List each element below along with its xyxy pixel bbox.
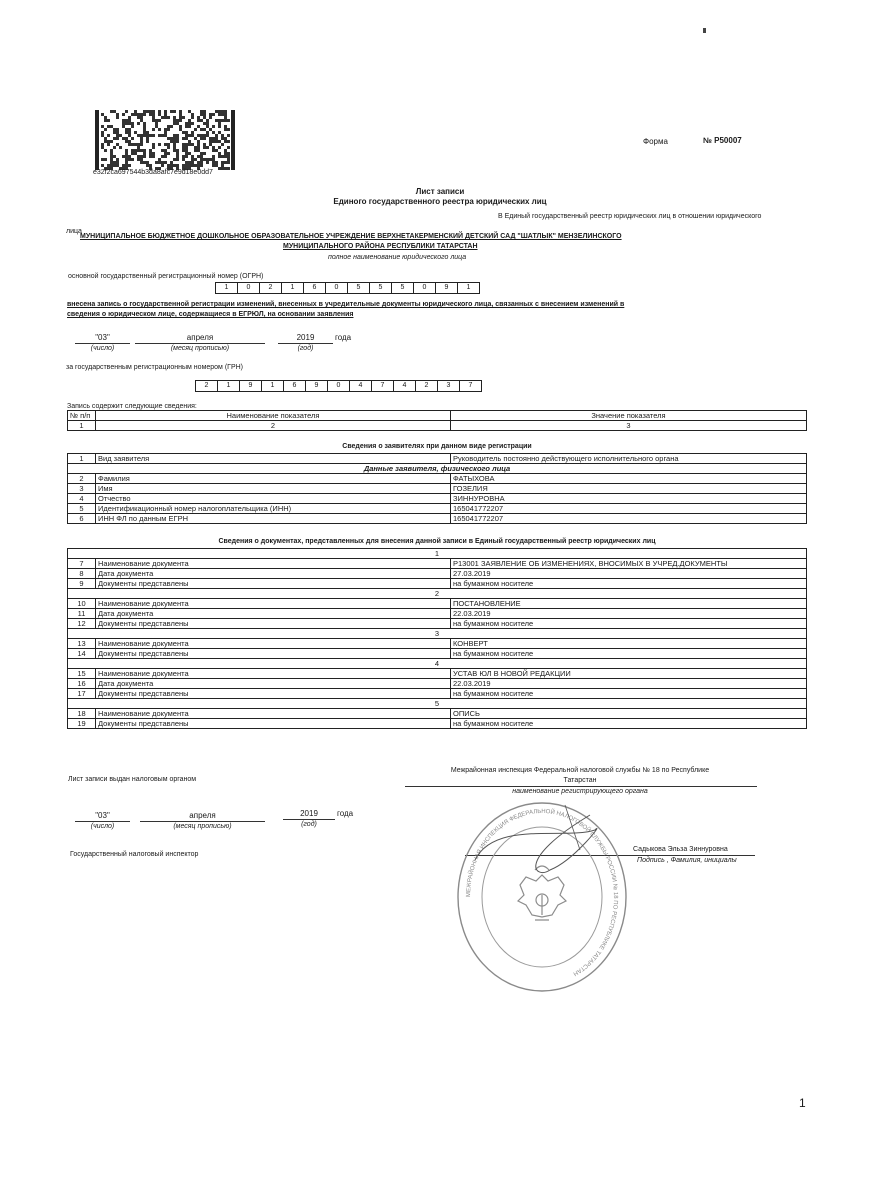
table-row: [68, 494, 807, 504]
ogrn-digit: 0: [325, 282, 348, 294]
table-row: [68, 454, 807, 464]
documents-table: [67, 548, 807, 729]
grn-label: за государственным регистрационным номером (ГРН): [66, 364, 243, 371]
table-row: [68, 599, 807, 609]
date1-year-caption: (год): [297, 345, 314, 352]
date1-year: 2019: [296, 333, 315, 342]
row-value: на бумажном носителе: [451, 719, 807, 729]
record-header-table: [67, 410, 807, 431]
applicants-title: Сведения о заявителях при данном виде регистрации: [342, 443, 532, 450]
row-value: ЗИННУРОВНА: [451, 494, 807, 504]
scan-speck: [703, 28, 706, 33]
row-value: 22.03.2019: [451, 609, 807, 619]
row-name: Фамилия: [96, 474, 451, 484]
row-name: Документы представлены: [96, 649, 451, 659]
grn-digit: 7: [371, 380, 394, 392]
grn-digit: 6: [283, 380, 306, 392]
company-caption: полное наименование юридического лица: [328, 254, 467, 261]
official-stamp: [455, 800, 630, 995]
record-col-number: 1: [68, 421, 96, 431]
row-value: ГОЗЕЛИЯ: [451, 484, 807, 494]
date1-day: "03": [95, 333, 110, 342]
table-row: [68, 679, 807, 689]
document-group-number: 4: [68, 659, 807, 669]
table-row: [68, 504, 807, 514]
ogrn-digit: 5: [347, 282, 370, 294]
date2-day-caption: (число): [90, 823, 115, 830]
row-value: 165041772207: [451, 514, 807, 524]
record-col-number: 2: [96, 421, 451, 431]
table-row: [68, 609, 807, 619]
company-name-line1: МУНИЦИПАЛЬНОЕ БЮДЖЕТНОЕ ДОШКОЛЬНОЕ ОБРАЗОВАТЕЛЬНОЕ УЧРЕЖДЕНИЕ ВЕРХНЕТАКЕРМЕНСКИЙ ДЕТСКИЙ САД "ШАТЛЫК" МЕНЗЕЛИНСКОГО: [80, 233, 622, 240]
grn-digit: 1: [261, 380, 284, 392]
table-row: [68, 514, 807, 524]
row-value: на бумажном носителе: [451, 649, 807, 659]
barcode-id: e32f2ca697544b3da8afc7e9d18e0dd7: [93, 169, 213, 176]
page-number: 1: [799, 1096, 806, 1110]
ogrn-digit: 1: [281, 282, 304, 294]
date2-day: "03": [95, 811, 110, 820]
row-number: 14: [68, 649, 96, 659]
intro-text: В Единый государственный реестр юридических лиц в отношении юридического: [498, 213, 762, 220]
ogrn-digit: 2: [259, 282, 282, 294]
record-header-name: Наименование показателя: [96, 411, 451, 421]
table-row: [68, 569, 807, 579]
row-value: ОПИСЬ: [451, 709, 807, 719]
table-row: [68, 719, 807, 729]
row-number: 19: [68, 719, 96, 729]
row-name: Имя: [96, 484, 451, 494]
row-number: 15: [68, 669, 96, 679]
table-row: [68, 474, 807, 484]
inspector-caption: Подпись , Фамилия, инициалы: [637, 857, 737, 864]
table-row: [68, 619, 807, 629]
svg-text:МЕЖРАЙОННАЯ ИНСПЕКЦИЯ ФЕДЕРАЛЬ: [466, 808, 619, 977]
table-row: [68, 689, 807, 699]
issued-authority-line2: Татарстан: [563, 777, 597, 784]
ogrn-digit: 6: [303, 282, 326, 294]
row-number: 8: [68, 569, 96, 579]
entry-text-line2: сведения о юридическом лице, содержащиеся в ЕГРЮЛ, на основании заявления: [67, 311, 354, 318]
date2-month: апреля: [189, 811, 216, 820]
record-label: Запись содержит следующие сведения:: [67, 403, 197, 410]
row-name: Дата документа: [96, 679, 451, 689]
row-number: 4: [68, 494, 96, 504]
row-value: Руководитель постоянно действующего исполнительного органа: [451, 454, 807, 464]
row-value: на бумажном носителе: [451, 579, 807, 589]
date1-month-caption: (месяц прописью): [170, 345, 230, 352]
ogrn-digit: 0: [413, 282, 436, 294]
row-name: Наименование документа: [96, 599, 451, 609]
document-group-number: 3: [68, 629, 807, 639]
row-number: 9: [68, 579, 96, 589]
row-number: 5: [68, 504, 96, 514]
row-name: Идентификационный номер налогоплательщика (ИНН): [96, 504, 451, 514]
row-value: УСТАВ ЮЛ В НОВОЙ РЕДАКЦИИ: [451, 669, 807, 679]
grn-digit: 0: [327, 380, 350, 392]
inspector-label: Государственный налоговый инспектор: [70, 851, 199, 858]
grn-digit: 4: [393, 380, 416, 392]
ogrn-digit: 9: [435, 282, 458, 294]
ogrn-digits: [216, 282, 480, 294]
ogrn-digit: 5: [391, 282, 414, 294]
row-name: Наименование документа: [96, 709, 451, 719]
row-value: 165041772207: [451, 504, 807, 514]
entry-text-line1: внесена запись о государственной регистрации изменений, внесенных в учредительные документы юридического лица, связанных с внесением изменений в: [67, 301, 625, 308]
form-number: № Р50007: [703, 136, 742, 145]
row-name: Документы представлены: [96, 579, 451, 589]
grn-digit: 4: [349, 380, 372, 392]
row-number: 12: [68, 619, 96, 629]
row-name: Наименование документа: [96, 639, 451, 649]
barcode-image: [95, 110, 235, 170]
record-header-n: № п/п: [68, 411, 96, 421]
grn-digit: 2: [195, 380, 218, 392]
document-group-number: 2: [68, 589, 807, 599]
issued-authority-caption: наименование регистрирующего органа: [512, 788, 648, 795]
table-row: [68, 669, 807, 679]
intro-continued: лица: [66, 228, 82, 235]
grn-digit: 2: [415, 380, 438, 392]
inspector-name: Садыкова Эльза Зиннуровна: [633, 846, 728, 853]
stamp-text: МЕЖРАЙОННАЯ ИНСПЕКЦИЯ ФЕДЕРАЛЬНОЙ НАЛОГОВОЙ СЛУЖБЫ РОССИИ № 18 ПО РЕСПУБЛИКЕ ТАТАРСТАН: [465, 808, 619, 977]
grn-digit: 9: [239, 380, 262, 392]
row-number: 11: [68, 609, 96, 619]
table-row: [68, 579, 807, 589]
row-number: 3: [68, 484, 96, 494]
row-value: Р13001 ЗАЯВЛЕНИЕ ОБ ИЗМЕНЕНИЯХ, ВНОСИМЫХ В УЧРЕД.ДОКУМЕНТЫ: [451, 559, 807, 569]
row-number: 6: [68, 514, 96, 524]
form-label: Форма: [643, 137, 668, 146]
table-row: [68, 559, 807, 569]
date1-day-caption: (число): [90, 345, 115, 352]
row-number: 13: [68, 639, 96, 649]
row-name: Документы представлены: [96, 619, 451, 629]
date2-year-suffix: года: [337, 809, 354, 818]
date1-year-suffix: года: [335, 333, 352, 342]
applicants-table: [67, 453, 807, 524]
row-value: 27.03.2019: [451, 569, 807, 579]
table-row: [68, 709, 807, 719]
row-name: Отчество: [96, 494, 451, 504]
row-name: Дата документа: [96, 609, 451, 619]
date2-year-caption: (год): [301, 821, 317, 828]
company-name-line2: МУНИЦИПАЛЬНОГО РАЙОНА РЕСПУБЛИКИ ТАТАРСТАН: [283, 243, 478, 250]
row-value: на бумажном носителе: [451, 619, 807, 629]
date2-month-caption: (месяц прописью): [173, 823, 232, 830]
document-group-number: 5: [68, 699, 807, 709]
issued-label: Лист записи выдан налоговым органом: [68, 776, 197, 783]
row-value: на бумажном носителе: [451, 689, 807, 699]
record-header-value: Значение показателя: [451, 411, 807, 421]
issued-authority-line1: Межрайонная инспекция Федеральной налоговой службы № 18 по Республике: [450, 767, 710, 774]
row-number: 16: [68, 679, 96, 689]
row-number: 1: [68, 454, 96, 464]
ogrn-digit: 0: [237, 282, 260, 294]
document-group-number: 1: [68, 549, 807, 559]
ogrn-label: основной государственный регистрационный номер (ОГРН): [68, 273, 264, 280]
row-number: 18: [68, 709, 96, 719]
row-name: Документы представлены: [96, 719, 451, 729]
ogrn-digit: 1: [457, 282, 480, 294]
row-number: 2: [68, 474, 96, 484]
documents-title: Сведения о документах, представленных для внесения данной записи в Единый государственный реестр юридических лиц: [218, 538, 656, 545]
grn-digits: [196, 380, 482, 392]
row-name: Наименование документа: [96, 559, 451, 569]
record-col-number: 3: [451, 421, 807, 431]
title-line2: Единого государственного реестра юридических лиц: [333, 197, 547, 206]
row-number: 17: [68, 689, 96, 699]
grn-digit: 7: [459, 380, 482, 392]
date1-month: апреля: [186, 333, 214, 342]
date2-year: 2019: [300, 809, 318, 818]
row-name: Вид заявителя: [96, 454, 451, 464]
row-value: 22.03.2019: [451, 679, 807, 689]
title-line1: Лист записи: [415, 187, 465, 196]
row-value: ФАТЫХОВА: [451, 474, 807, 484]
grn-digit: 3: [437, 380, 460, 392]
row-name: ИНН ФЛ по данным ЕГРН: [96, 514, 451, 524]
table-row: [68, 639, 807, 649]
table-row: [68, 649, 807, 659]
ogrn-digit: 1: [215, 282, 238, 294]
row-name: Документы представлены: [96, 689, 451, 699]
row-value: ПОСТАНОВЛЕНИЕ: [451, 599, 807, 609]
applicants-subtitle: Данные заявителя, физического лица: [68, 464, 807, 474]
grn-digit: 9: [305, 380, 328, 392]
ogrn-digit: 5: [369, 282, 392, 294]
row-name: Наименование документа: [96, 669, 451, 679]
eagle-emblem-icon: [518, 866, 566, 920]
table-row: [68, 484, 807, 494]
row-number: 7: [68, 559, 96, 569]
row-number: 10: [68, 599, 96, 609]
grn-digit: 1: [217, 380, 240, 392]
row-name: Дата документа: [96, 569, 451, 579]
row-value: КОНВЕРТ: [451, 639, 807, 649]
